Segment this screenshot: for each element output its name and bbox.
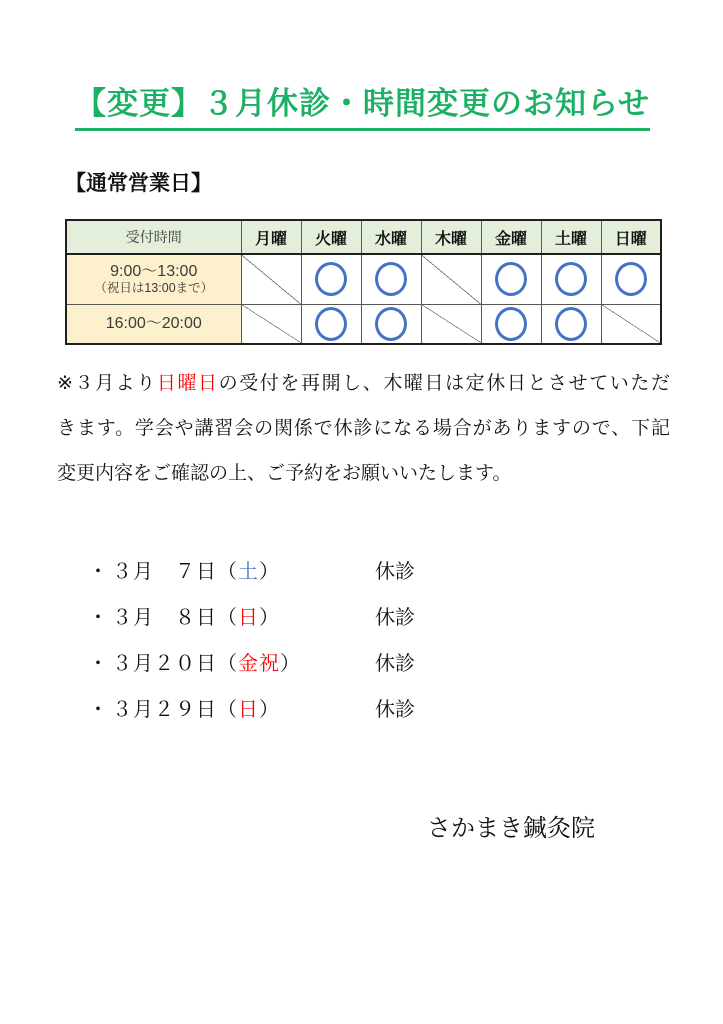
slot-cell-tue-am xyxy=(301,254,361,304)
slot-cell-fri-pm xyxy=(481,304,541,344)
schedule-table xyxy=(65,219,662,345)
slot-cell-tue-pm xyxy=(301,304,361,344)
slot-cell-mon-pm xyxy=(241,304,301,344)
col-header-sunday: 日曜 xyxy=(601,220,661,254)
date-text: ） xyxy=(259,699,280,721)
closure-date xyxy=(112,606,375,630)
closure-status: 休診 xyxy=(375,653,415,675)
day-of-week-char: 日 xyxy=(238,607,259,629)
closure-date xyxy=(112,560,375,584)
slot-cell-fri-am xyxy=(481,254,541,304)
day-of-week-char: 金祝 xyxy=(238,653,280,675)
bullet-icon: ・ xyxy=(88,607,108,629)
day-of-week-char: 土 xyxy=(238,561,259,583)
section-heading-business-days: 【通常営業日】 xyxy=(65,172,212,195)
holiday-note-text: （祝日は13:00まで） xyxy=(94,281,214,296)
closure-status: 休診 xyxy=(375,699,415,721)
table-header-row xyxy=(66,220,661,254)
bullet-icon: ・ xyxy=(88,699,108,721)
bullet-icon: ・ xyxy=(88,561,108,583)
slot-cell-wed-am xyxy=(361,254,421,304)
closure-status: 休診 xyxy=(375,607,415,629)
bullet-icon: ・ xyxy=(88,653,108,675)
list-item-closure xyxy=(88,698,668,722)
time-range-text: 9:00～13:00 xyxy=(110,263,198,281)
slot-cell-sat-pm xyxy=(541,304,601,344)
slot-cell-wed-pm xyxy=(361,304,421,344)
slot-cell-thu-pm xyxy=(421,304,481,344)
notice-text: ※３月より xyxy=(57,373,157,394)
col-header-friday: 金曜 xyxy=(481,220,541,254)
row-label-evening xyxy=(66,304,241,344)
slot-cell-mon-am xyxy=(241,254,301,304)
col-header-tuesday: 火曜 xyxy=(301,220,361,254)
title-row xyxy=(57,78,668,131)
closure-date xyxy=(112,652,375,676)
notice-paragraph xyxy=(57,361,670,496)
list-item-closure xyxy=(88,606,668,630)
highlighted-sunday-text: 日曜日 xyxy=(156,373,219,394)
slot-cell-sun-am xyxy=(601,254,661,304)
col-header-wednesday: 水曜 xyxy=(361,220,421,254)
clinic-name: さかまき鍼灸院 xyxy=(427,815,595,842)
col-header-monday: 月曜 xyxy=(241,220,301,254)
date-text: ３月２０日（ xyxy=(112,653,238,675)
notice-line-3: 変更内容をご確認の上、ご予約をお願いいたします。 xyxy=(57,463,512,484)
slot-cell-sat-am xyxy=(541,254,601,304)
date-text: ） xyxy=(259,561,280,583)
list-item-closure xyxy=(88,560,668,584)
slot-cell-thu-am xyxy=(421,254,481,304)
closure-date xyxy=(112,698,375,722)
date-text: ３月 ７日（ xyxy=(112,561,238,583)
list-item-closure xyxy=(88,652,668,676)
time-range-text: 16:00～20:00 xyxy=(105,315,202,333)
slot-cell-sun-pm xyxy=(601,304,661,344)
date-text: ） xyxy=(280,653,301,675)
row-label-morning xyxy=(66,254,241,304)
col-header-thursday: 木曜 xyxy=(421,220,481,254)
date-text: ３月 ８日（ xyxy=(112,607,238,629)
day-of-week-char: 日 xyxy=(238,699,259,721)
notice-text: の受付を再開し、木曜日は定休日とさせていただ xyxy=(218,373,670,394)
table-row-evening xyxy=(66,304,661,344)
col-header-reception-time: 受付時間 xyxy=(66,220,241,254)
notice-line-1 xyxy=(57,361,670,406)
closure-date-list xyxy=(88,560,668,722)
closure-status: 休診 xyxy=(375,561,415,583)
date-text: ） xyxy=(259,607,280,629)
notice-line-2: きます。学会や講習会の関係で休診になる場合がありますので、下記 xyxy=(57,418,670,439)
date-text: ３月２９日（ xyxy=(112,699,238,721)
col-header-saturday: 土曜 xyxy=(541,220,601,254)
page-title: 【変更】３月休診・時間変更のお知らせ xyxy=(75,78,650,131)
table-row-morning xyxy=(66,254,661,304)
